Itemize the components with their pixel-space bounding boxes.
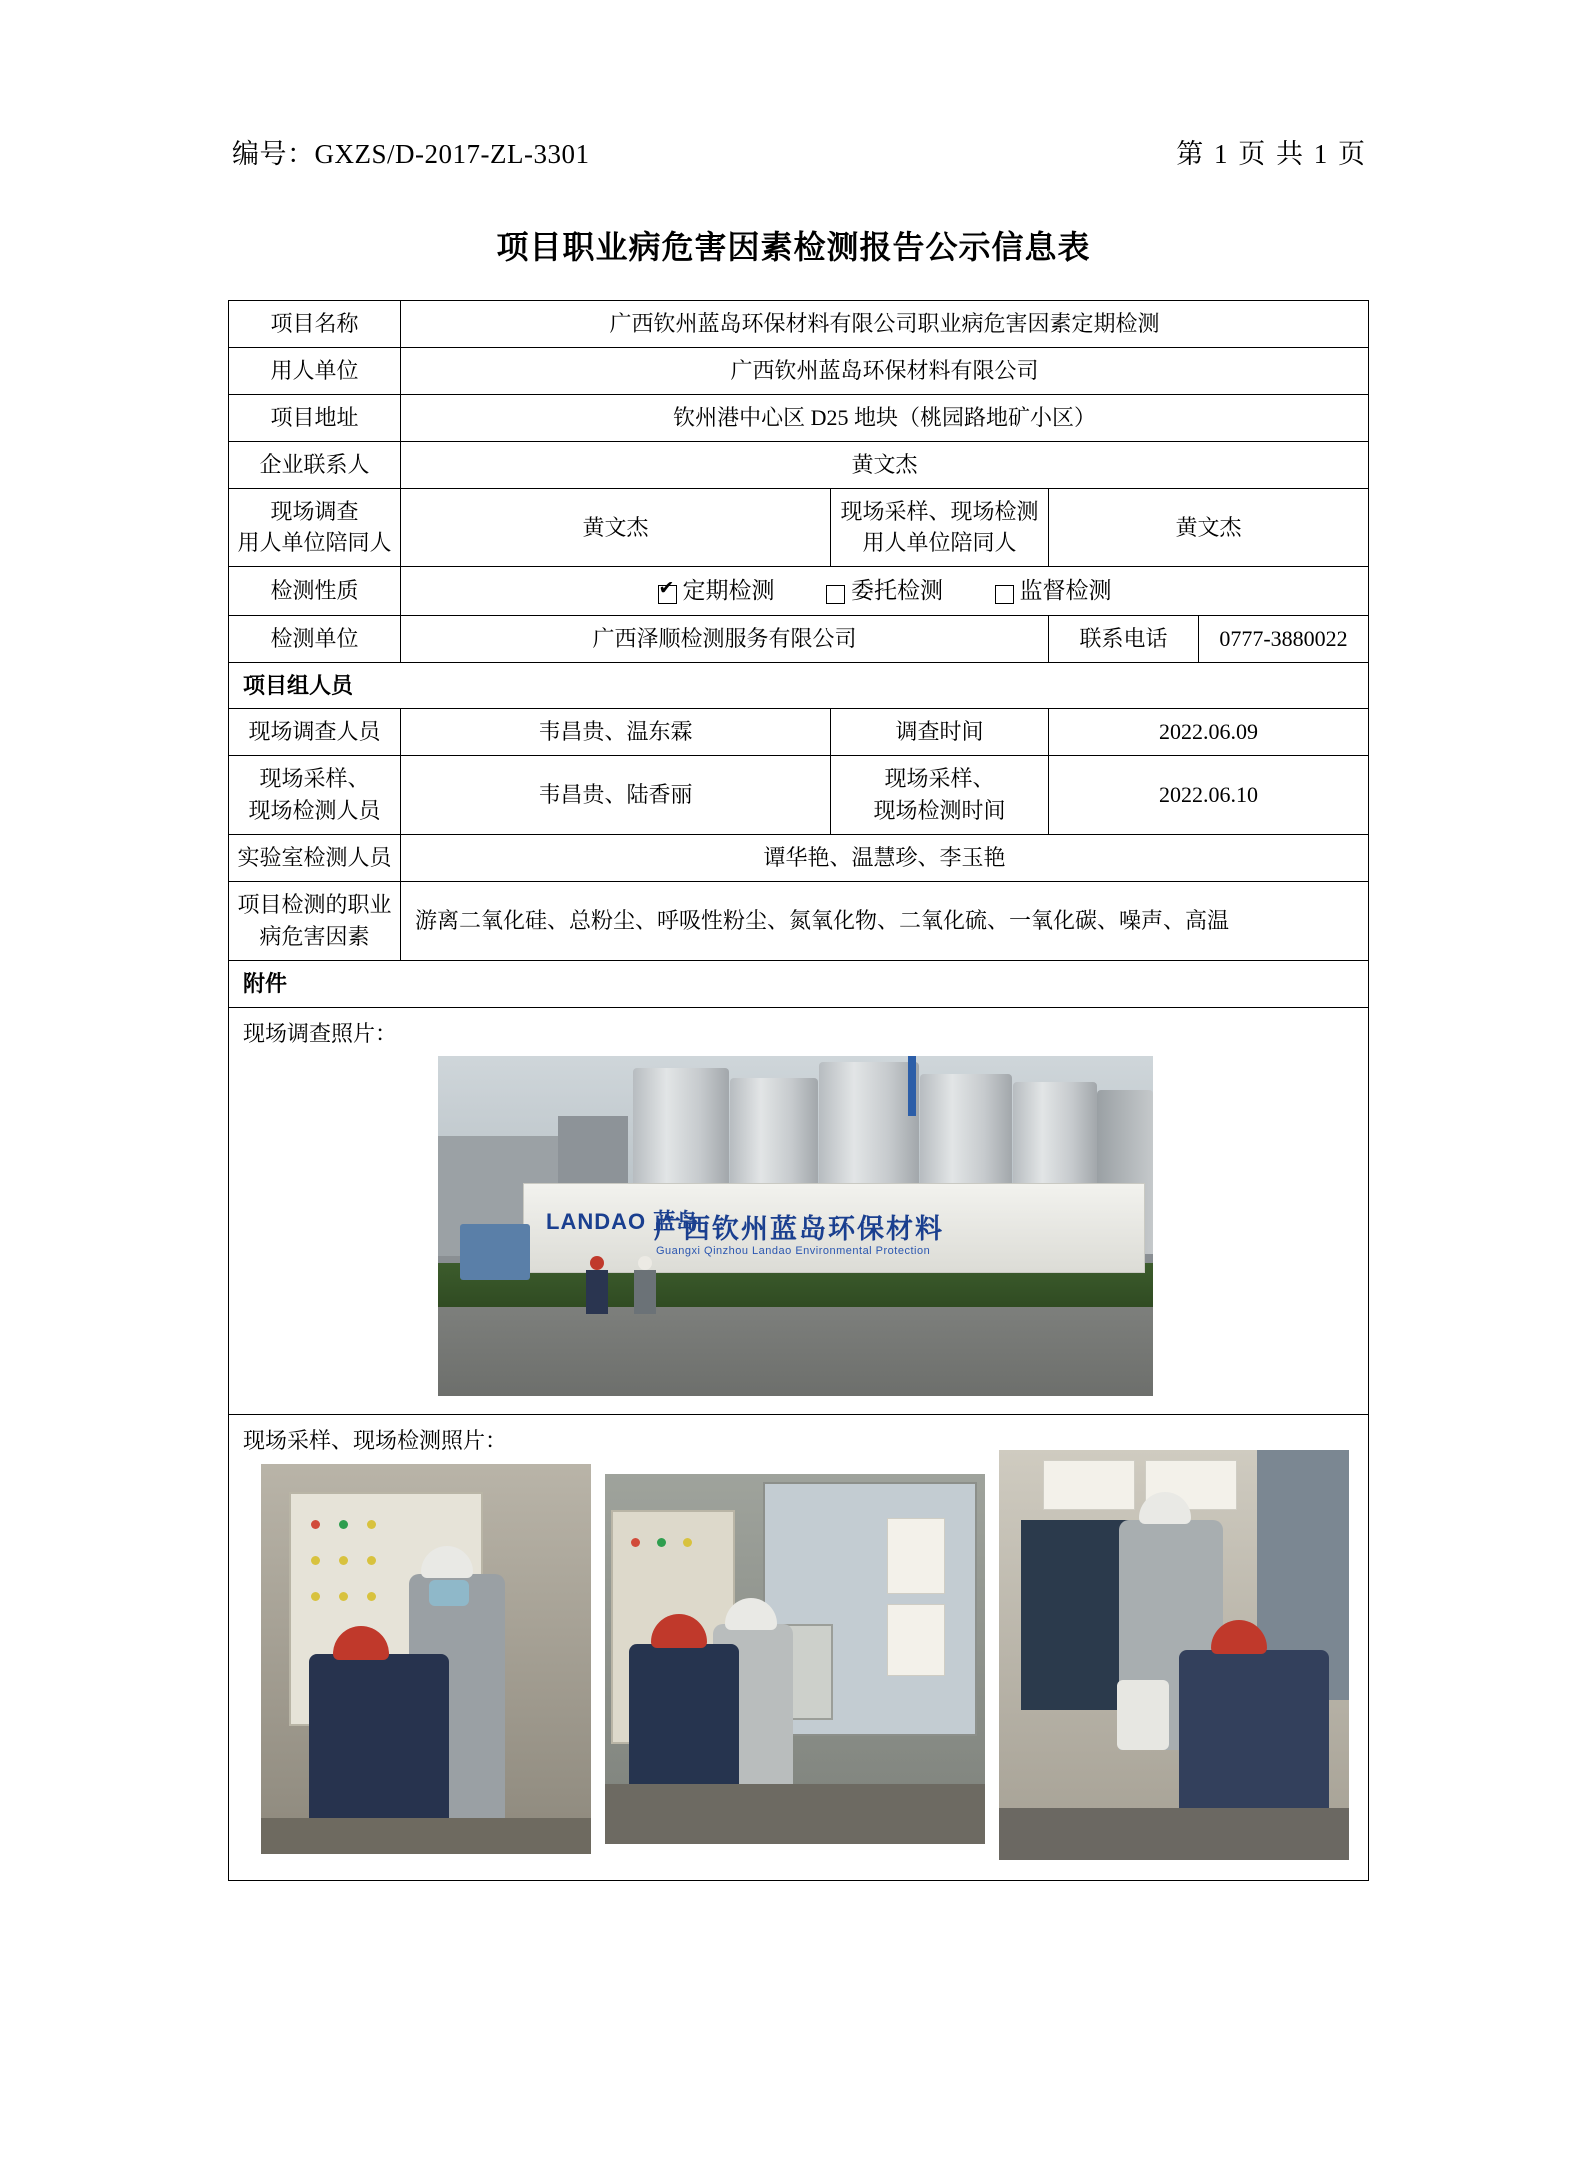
table-row-sampling-staff xyxy=(229,756,1369,835)
label-line-1: 现场采样、现场检测 xyxy=(840,498,1039,524)
photo-person-left xyxy=(586,1256,608,1314)
label-line-1: 现场采样、 xyxy=(259,766,370,792)
row-value-lab-staff: 谭华艳、温慧珍、李玉艳 xyxy=(401,835,1369,882)
row-value-survey-time: 2022.06.09 xyxy=(1049,709,1369,756)
row-value-test-unit: 广西泽顺检测服务有限公司 xyxy=(401,615,1049,662)
photo-company-name-cn: 广西钦州蓝岛环保材料 xyxy=(654,1214,944,1245)
table-row-lab-staff xyxy=(229,835,1369,882)
checkbox-label: 委托检测 xyxy=(851,578,944,604)
photo-pole xyxy=(908,1056,916,1116)
photo-posted-notice xyxy=(887,1518,945,1594)
table-row-accompany xyxy=(229,488,1369,567)
photo-floor xyxy=(605,1784,985,1844)
page-number: 第 1 页 共 1 页 xyxy=(1176,139,1367,169)
row-label-employer: 用人单位 xyxy=(229,347,401,394)
section-heading-attachment: 附件 xyxy=(229,960,1369,1007)
row-label-contact: 企业联系人 xyxy=(229,441,401,488)
table-row-photo-survey xyxy=(229,1007,1369,1414)
photo-worker-blue xyxy=(309,1654,449,1834)
document-number: 编号：GXZS/D-2017-ZL-3301 xyxy=(232,139,590,169)
checkbox-option-supervision[interactable] xyxy=(995,574,1112,607)
photo-sampling-device xyxy=(1117,1680,1169,1750)
table-row xyxy=(229,394,1369,441)
row-value-factors: 游离二氧化硅、总粉尘、呼吸性粉尘、氮氧化物、二氧化硫、一氧化碳、噪声、高温 xyxy=(401,882,1369,961)
page-title: 项目职业病危害因素检测报告公示信息表 xyxy=(496,229,1091,265)
row-label-survey-time: 调查时间 xyxy=(831,709,1049,756)
label-line-1: 项目检测的职业 xyxy=(237,892,392,918)
photo-face-mask xyxy=(429,1580,469,1606)
label-line-2: 病危害因素 xyxy=(259,923,370,949)
label-line-1: 现场调查 xyxy=(270,498,359,524)
photo-floor xyxy=(999,1808,1349,1860)
row-label-project-name: 项目名称 xyxy=(229,301,401,348)
photo-site-survey xyxy=(438,1056,1153,1396)
photo-sampling-2 xyxy=(605,1474,985,1844)
info-table xyxy=(228,300,1369,1881)
row-value-test-nature xyxy=(401,567,1369,615)
photo-floor xyxy=(261,1818,591,1854)
photo-company-wall xyxy=(523,1183,1145,1273)
photo-company-name-en: Guangxi Qinzhou Landao Environmental Protection xyxy=(656,1245,931,1258)
photo-cell-survey xyxy=(229,1007,1369,1414)
table-row-nature xyxy=(229,567,1369,615)
row-label-sampling-time xyxy=(831,756,1049,835)
table-row-photo-sampling xyxy=(229,1414,1369,1881)
row-value-address: 钦州港中心区 D25 地块（桃园路地矿小区） xyxy=(401,394,1369,441)
row-value-sampling-accompany: 黄文杰 xyxy=(1049,488,1369,567)
label-line-2: 用人单位陪同人 xyxy=(237,530,392,556)
row-value-sampling-staff: 韦昌贵、陆香丽 xyxy=(401,756,831,835)
row-label-survey-accompany xyxy=(229,488,401,567)
label-line-2: 现场检测时间 xyxy=(873,798,1006,824)
table-row xyxy=(229,301,1369,348)
photo-sampling-1 xyxy=(261,1464,591,1854)
row-label-address: 项目地址 xyxy=(229,394,401,441)
photo-label-survey: 现场调查照片： xyxy=(243,1020,398,1046)
photo-label-sampling: 现场采样、现场检测照片： xyxy=(243,1427,508,1453)
label-line-1: 现场采样、 xyxy=(884,766,995,792)
table-row xyxy=(229,441,1369,488)
table-row-survey-staff xyxy=(229,709,1369,756)
photo-posted-notice xyxy=(1043,1460,1135,1510)
row-label-lab-staff: 实验室检测人员 xyxy=(229,835,401,882)
row-label-sampling-staff xyxy=(229,756,401,835)
row-value-survey-staff: 韦昌贵、温东霖 xyxy=(401,709,831,756)
photo-vehicle xyxy=(460,1224,530,1280)
photo-helmet-red xyxy=(590,1256,604,1270)
row-label-test-nature: 检测性质 xyxy=(229,567,401,615)
checkbox-option-periodic[interactable] xyxy=(658,574,775,607)
row-value-employer: 广西钦州蓝岛环保材料有限公司 xyxy=(401,347,1369,394)
checkbox-empty-icon xyxy=(826,585,845,604)
row-value-sampling-time: 2022.06.10 xyxy=(1049,756,1369,835)
document-header xyxy=(232,132,1367,171)
row-label-survey-staff: 现场调查人员 xyxy=(229,709,401,756)
photo-company-logo: LANDAO 蓝岛 xyxy=(546,1209,700,1235)
checkbox-label: 监督检测 xyxy=(1019,578,1112,604)
checkbox-option-entrusted[interactable] xyxy=(826,574,943,607)
table-row-attachment-heading xyxy=(229,960,1369,1007)
row-value-phone: 0777-3880022 xyxy=(1199,615,1369,662)
photo-body xyxy=(586,1270,608,1314)
photo-posted-notice xyxy=(887,1604,945,1676)
table-row-team-heading xyxy=(229,662,1369,709)
photo-ground xyxy=(438,1307,1153,1395)
photo-strip-sampling xyxy=(261,1464,1358,1860)
checkbox-label: 定期检测 xyxy=(682,578,775,604)
label-line-2: 现场检测人员 xyxy=(248,798,381,824)
row-label-sampling-accompany xyxy=(831,488,1049,567)
table-row-factors xyxy=(229,882,1369,961)
row-label-phone: 联系电话 xyxy=(1049,615,1199,662)
checkbox-empty-icon xyxy=(995,585,1014,604)
row-label-test-unit: 检测单位 xyxy=(229,615,401,662)
table-row-unit xyxy=(229,615,1369,662)
table-row xyxy=(229,347,1369,394)
row-value-contact: 黄文杰 xyxy=(401,441,1369,488)
photo-sampling-3 xyxy=(999,1450,1349,1860)
checkbox-checked-icon xyxy=(658,585,677,604)
label-line-2: 用人单位陪同人 xyxy=(862,530,1017,556)
section-heading-team: 项目组人员 xyxy=(229,662,1369,709)
photo-cell-sampling xyxy=(229,1414,1369,1881)
photo-person-right xyxy=(634,1256,656,1314)
row-label-factors xyxy=(229,882,401,961)
photo-helmet-white xyxy=(638,1256,652,1270)
row-value-project-name: 广西钦州蓝岛环保材料有限公司职业病危害因素定期检测 xyxy=(401,301,1369,348)
row-value-survey-accompany: 黄文杰 xyxy=(401,488,831,567)
photo-body xyxy=(634,1270,656,1314)
